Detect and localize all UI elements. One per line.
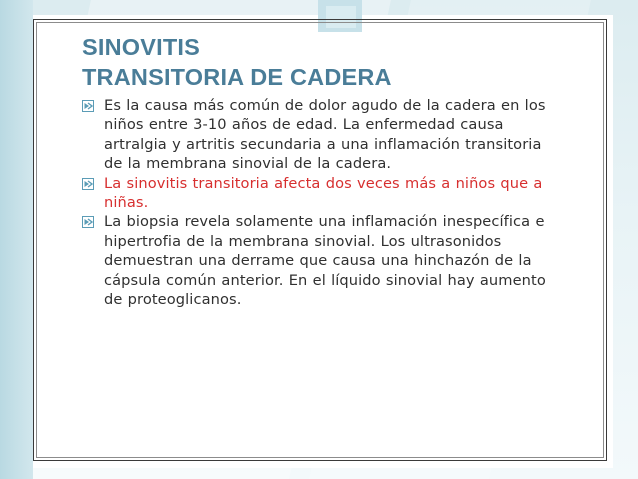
arrow-bullet-icon bbox=[82, 100, 94, 112]
bullet-text: La sinovitis transitoria afecta dos veces más a niños que a niñas. bbox=[104, 174, 543, 212]
arrow-bullet-icon bbox=[82, 178, 94, 190]
bullet-item-3 bbox=[82, 212, 558, 309]
slide-title-line-2: TRANSITORIA DE CADERA bbox=[82, 64, 392, 90]
bullet-item-2 bbox=[82, 174, 558, 213]
bullet-item-1 bbox=[82, 96, 558, 174]
left-accent-bar bbox=[0, 0, 33, 479]
arrow-bullet-icon bbox=[82, 216, 94, 228]
bullet-list bbox=[82, 96, 558, 309]
slide-title bbox=[82, 32, 392, 92]
bullet-text: La biopsia revela solamente una inflamación inespecífica e hipertrofia de la membrana sinovial. Los ultrasonidos demuestran una derrame que causa una hinchazón de la cápsula común anterior. En el líquido sinovial hay aumento de proteoglicanos. bbox=[104, 213, 546, 309]
slide-title-line-1: SINOVITIS bbox=[82, 34, 201, 60]
bullet-text: Es la causa más común de dolor agudo de la cadera en los niños entre 3-10 años de edad. La enfermedad causa artralgia y artritis secundaria a una inflamación transitoria de la membrana sinovial de la cadera. bbox=[104, 97, 546, 173]
